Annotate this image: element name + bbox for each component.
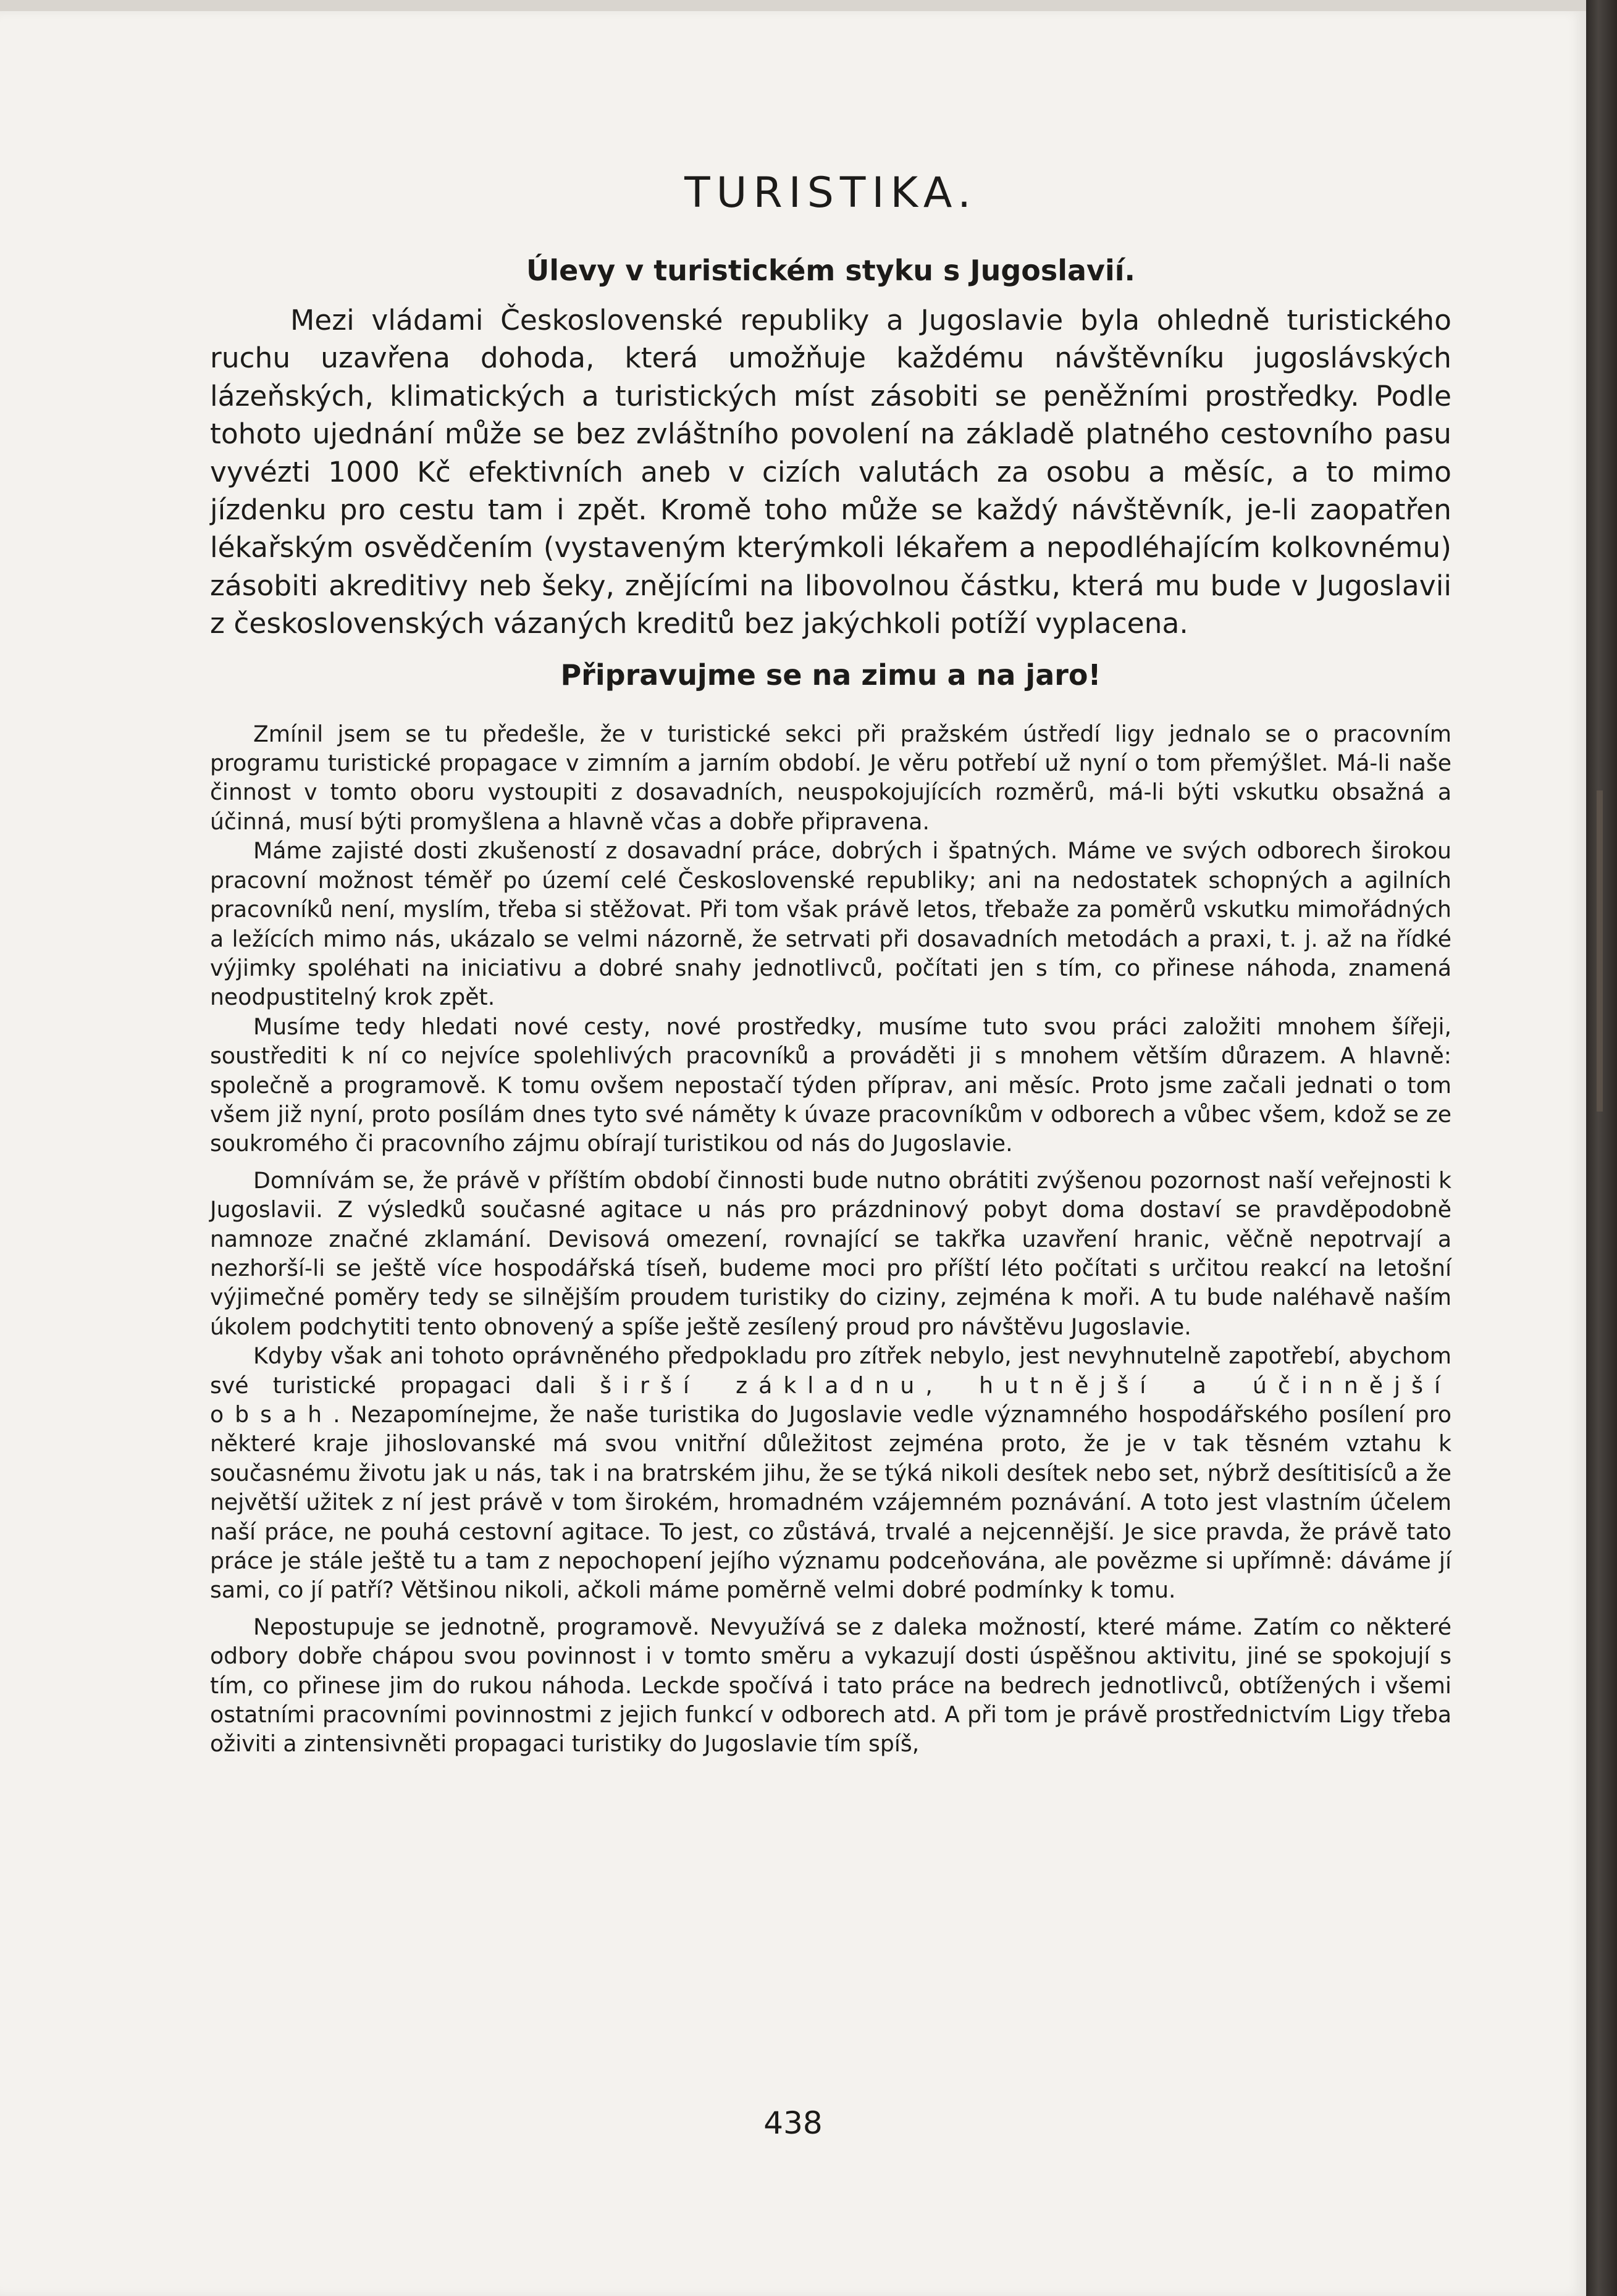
page-number: 438 — [763, 2105, 823, 2141]
page-content — [210, 165, 1451, 1759]
section-heading-prepare: Připravujme se na zimu a na jaro! — [560, 658, 1101, 692]
paragraph-prepare-5-start: Kdyby však ani tohoto oprávněného předpokladu pro zítřek nebylo, jest nevyhnutelně zapotřebí, abychom své turistické propagaci dali — [210, 1343, 1451, 1399]
emphasized-spaced-text: širší základnu, hutnější a účinnější obsah — [210, 1372, 1451, 1428]
book-spine-edge — [1586, 0, 1617, 2296]
paragraph-prepare-3: Musíme tedy hledati nové cesty, nové prostředky, musíme tuto svou práci založiti mnohem šířeji, soustřediti k ní co nejvíce spolehlivých pracovníků a prováděti ji s mnohem větším důrazem. A hlavně: společně a programově. K tomu ovšem nepostačí týden příprav, ani měsíc. Proto jsme začali jednati o tom všem již nyní, proto posílám dnes tyto své náměty k úvaze pracovníkům v odborech a vůbec všem, kdož se ze soukromého či pracovního zájmu obírají turistikou od nás do Jugoslavie. — [210, 1013, 1451, 1157]
section-heading-relief: Úlevy v turistickém styku s Jugoslavií. — [526, 254, 1136, 287]
book-page — [0, 11, 1586, 2296]
paragraph-relief: Mezi vládami Československé republiky a Jugoslavie byla ohledně turistického ruchu uzavřena dohoda, která umožňuje každému návštěvníku jugoslávských lázeňských, klimatických a turistických míst zásobiti se peněžními prostředky. Podle tohoto ujednání může se bez zvláštního povolení na základě platného cestovního pasu vyvézti 1000 Kč efektivních aneb v cizích valutách za osobu a měsíc, a to mimo jízdenku pro cestu tam i zpět. Kromě toho může se každý návštěvník, je-li zaopatřen lékařským osvědčením (vystaveným kterýmkoli lékařem a nepodléhajícím kolkovnému) zásobiti akreditivy neb šeky, znějícími na libovolnou částku, která mu bude v Jugoslavii z československých vázaných kreditů bez jakýchkoli potíží vyplacena. — [210, 304, 1451, 640]
paragraph-prepare-6: Nepostupuje se jednotně, programově. Nevyužívá se z daleka možností, které máme. Zatím co některé odbory dobře chápou svou povinnost i v tomto směru a vykazují dosti úspěšnou aktivitu, jiné se spokojují s tím, co přinese jim do rukou náhoda. Leckde spočívá i tato práce na bedrech jednotlivců, obtížených i všemi ostatními pracovními povinnostmi z jejich funkcí v odborech atd. A při tom je právě prostřednictvím Ligy třeba oživiti a zintensivněti propagaci turistiky do Jugoslavie tím spíš, — [210, 1613, 1451, 1758]
paragraph-prepare-2: Máme zajisté dosti zkušeností z dosavadní práce, dobrých i špatných. Máme ve svých odborech širokou pracovní možnost téměř po území celé Československé republiky; ani na nedostatek schopných a agilních pracovníků není, myslím, třeba si stěžovat. Při tom však právě letos, třebaže za poměrů vskutku mimořádných a ležících mimo nás, ukázalo se velmi názorně, že setrvati při dosavadních metodách a praxi, t. j. až na řídké výjimky spoléhati na iniciativu a dobré snahy jednotlivců, počítati jen s tím, co přinese náhoda, znamená neodpustitelný krok zpět. — [210, 837, 1451, 1011]
page-top-edge — [0, 0, 1586, 11]
paragraph-prepare-5-end: . Nezapomínejme, že naše turistika do Jugoslavie vedle významného hospodářského posílení pro některé kraje jihoslovanské má svou vnitřní důležitost zejména proto, že je v tak těsném vztahu k současnému životu jak u nás, tak i na bratrském jihu, že se týká nikoli desítek nebo set, nýbrž desítitisíců a že největší užitek z ní jest právě v tom širokém, hromadném vzájemném poznávání. A toto jest vlastním účelem naší práce, ne pouhá cestovní agitace. To jest, co zůstává, trvalé a nejcennější. Je sice pravda, že právě tato práce je stále ještě tu a tam z nepochopení jejího významu podceňována, ale povězme si upřímně: dáváme jí sami, co jí patří? Většinou nikoli, ačkoli máme poměrně velmi dobré podmínky k tomu. — [210, 1401, 1451, 1604]
page-title: TURISTIKA. — [684, 169, 977, 217]
paragraph-prepare-4: Domnívám se, že právě v příštím období činnosti bude nutno obrátiti zvýšenou pozornost naší veřejnosti k Jugoslavii. Z výsledků současné agitace u nás pro prázdninový pobyt doma dostaví se pravděpodobně namnoze značné zklamání. Devisová omezení, rovnající se takřka uzavření hranic, věčně nepotrvají a nezhorší-li se ještě více hospodářská tíseň, budeme moci pro příští léto počítati s určitou reakcí na letošní výjimečné poměry tedy se silnějším proudem turistiky do ciziny, zejména k moři. A tu bude naléhavě naším úkolem podchytiti tento obnovený a spíše ještě zesílený proud pro návštěvu Jugoslavie. — [210, 1167, 1451, 1340]
book-spine-mark — [1597, 790, 1603, 1112]
paragraph-prepare-1: Zmínil jsem se tu předešle, že v turistické sekci při pražském ústředí ligy jednalo se o pracovním programu turistické propagace v zimním a jarním období. Je věru potřebí už nyní o tom přemýšlet. Má-li naše činnost v tomto oboru vystoupiti z dosavadních, neuspokojujících rozměrů, má-li býti vskutku obsažná a účinná, musí býti promyšlena a hlavně včas a dobře připravena. — [210, 720, 1451, 835]
paragraph-prepare-5 — [210, 1341, 1451, 1605]
